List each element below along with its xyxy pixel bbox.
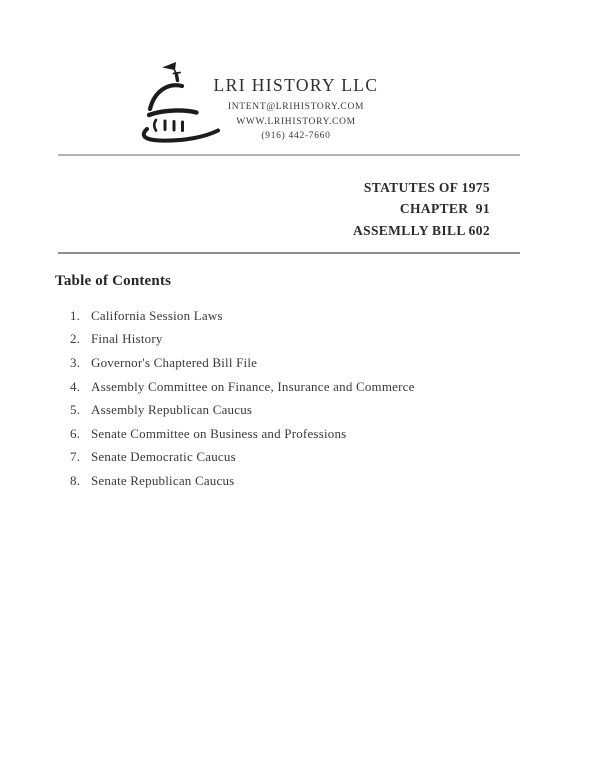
toc-item-number: 3.: [70, 354, 81, 370]
bill-line: ASSEMLLY BILL 602: [352, 222, 490, 238]
toc-item: [70, 398, 540, 422]
toc-item-number: 1.: [70, 307, 81, 323]
company-name: LRI HISTORY LLC: [213, 75, 379, 95]
toc-item-label: Senate Democratic Caucus: [91, 449, 236, 465]
toc-item-label: Governor's Chaptered Bill File: [91, 354, 258, 370]
company-email: INTENT@LRIHISTORY.COM: [227, 102, 365, 112]
toc-item: [70, 328, 540, 352]
statute-reference: [353, 177, 490, 241]
toc-item-number: 5.: [70, 402, 81, 418]
chapter-line: CHAPTER 91: [399, 201, 490, 217]
toc-item-label: California Session Laws: [91, 307, 223, 323]
company-phone: (916) 442-7660: [261, 131, 331, 142]
toc-item-number: 2.: [70, 331, 81, 347]
toc-item-label: Assembly Committee on Finance, Insurance and Commerce: [91, 378, 415, 394]
toc-item-label: Assembly Republican Caucus: [91, 402, 253, 418]
toc-item-number: 4.: [70, 378, 81, 394]
toc-item-number: 6.: [70, 425, 81, 441]
toc-item: [70, 446, 540, 470]
toc-item-label: Senate Committee on Business and Professions: [91, 425, 347, 441]
toc-item-number: 7.: [70, 449, 81, 465]
header-divider: [58, 154, 520, 156]
toc-item-number: 8.: [70, 472, 81, 488]
toc-item: [70, 351, 540, 375]
toc-item-label: Final History: [91, 331, 163, 347]
toc-item: [70, 422, 540, 446]
toc-item: [70, 375, 540, 399]
toc-list: [70, 304, 540, 493]
toc-heading: Table of Contents: [55, 273, 172, 289]
statutes-line: STATUTES OF 1975: [363, 180, 490, 195]
toc-item: [70, 304, 540, 328]
toc-item: [70, 469, 540, 493]
section-divider: [58, 252, 520, 254]
letterhead: [196, 74, 396, 144]
company-website: WWW.LRIHISTORY.COM: [236, 116, 356, 127]
toc-item-label: Senate Republican Caucus: [91, 472, 235, 488]
